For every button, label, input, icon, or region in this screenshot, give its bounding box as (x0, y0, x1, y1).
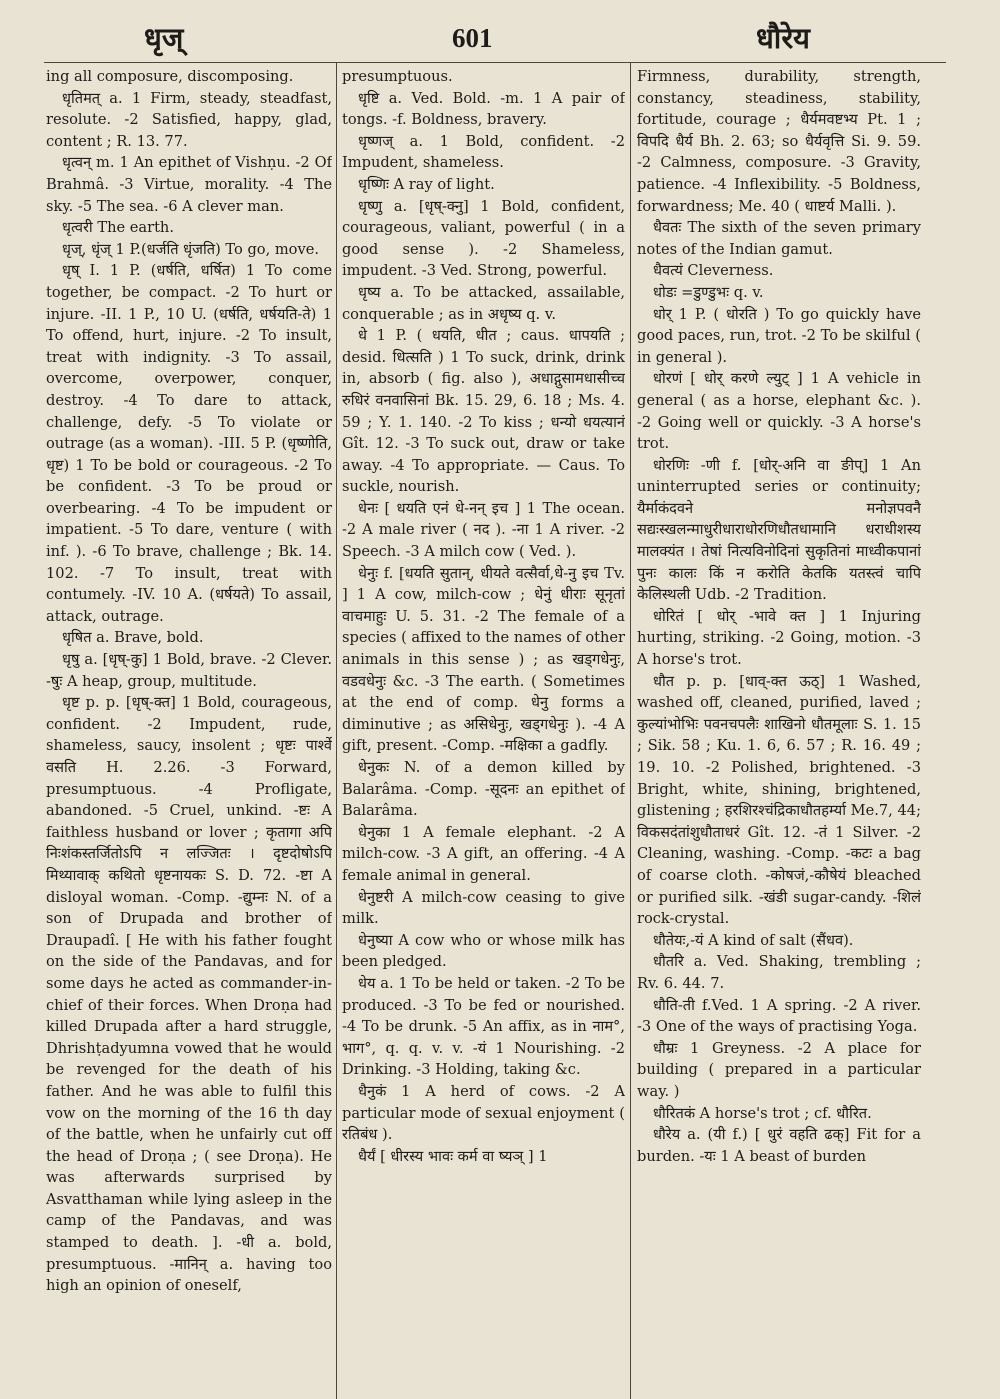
entry-text: धृत्वरी The earth. (62, 219, 174, 237)
entry-text: धृष्य a. To be attacked, assailable, conquerable ; as in अधृष्य q. v. (342, 283, 625, 323)
entry-text: धौम्रः 1 Greyness. -2 A place for building ( prepared in a particular way. ) (637, 1039, 921, 1100)
left-guide-word: धृज् (144, 21, 184, 55)
entry-text: धोडः =डुण्डुभः q. v. (653, 283, 764, 301)
entry-text: धृष्णज् a. 1 Bold, confident. -2 Impudent, shameless. (342, 132, 625, 172)
header-rule (44, 62, 946, 63)
entry-text: धौत p. p. [धाव्-क्त ऊठ्] 1 Washed, washed off, cleaned, purified, laved ; कुल्यांभोभिः पवनचपलैः शाखिनो धौतमूलाः S. 1. 15 ; Sik. 58 ; Ku. 1. 6, 6. 57 ; R. 16. 49 ; 19. 10. -2 Polished, brightened. -3 Bright, white, shining, brightened, glistening ; हरशिरश्चंद्रिकाधौतहर्म्या Me.7, 44; विकसदंतांशुधौताधरं Gît. 12. -तं 1 Silver. -2 Cleaning, washing. -Comp. -कटः a bag of coarse cloth. -कोषजं,-कौषेयं bleached or purified silk. -खंडी sugar-candy. -शिलं rock-crystal. (637, 672, 921, 928)
entry-text: धोरणं [ धोर् करणे ल्युट् ] 1 A vehicle in general ( as a horse, elephant &c. ). -2 Going well or quickly. -3 A horse's trot. (637, 370, 921, 453)
entry-text: धेनः [ धयति एनं धे-नन् इच ] 1 The ocean. -2 A male river ( नद ). -ना 1 A river. -2 Speech. -3 A milch cow ( Ved. ). (342, 499, 625, 561)
entry-text: धेनुः f. [धयति सुतान्, धीयते वत्सैर्वा,धे-नु इच Tv. ] 1 A cow, milch-cow ; धेनुं धीराः सूनृतां वाचमाहुः U. 5. 31. -2 The female of a species ( affixed to the names of other animals in this sense ) ; as खड्गधेनुः, वडवधेनुः &c. -3 The earth. ( Sometimes at the end of comp. धेनु forms a diminutive ; as असिधेनुः, खड्गधेनुः ). -4 A gift, present. -Comp. -मक्षिका a gadfly. (342, 564, 625, 755)
entry-text: धेनुष्टरी A milch-cow ceasing to give milk. (342, 888, 625, 928)
entry-text: धैनुकं 1 A herd of cows. -2 A particular mode of sexual enjoyment ( रतिबंध ). (342, 1082, 625, 1144)
entry-text: धृष्ट p. p. [धृष्-क्त] 1 Bold, courageous, confident. -2 Impudent, rude, shameless, saucy, insolent ; धृष्टः पार्श्वे वसति H. 2.26. -3 Forward, presumptuous. -4 Profligate, abandoned. -5 Cruel, unkind. -ष्टः A faithless husband or lover ; कृतागा अपि निःशंकस्तर्जितोऽपि न लज्जितः । दृष्टदोषोऽपि मिथ्यावाक् कथितो धृष्टनायकः S. D. 72. -ष्टा A disloyal woman. -Comp. -द्युम्नः N. of a son of Drupada and brother of Draupadî. [ He with his father fought on the side of the Pandavas, and for some days he acted as commander-in-chief of their forces. When Droṇa had killed Drupada after a hard struggle, Dhrishṭadyumna vowed that he would be revenged for the death of his father. And he was able to fulfil this vow on the morning of the 16 th day of the battle, when he unfairly cut off the head of Droṇa ; ( see Droṇa). He was afterwards surprised by Asvatthaman while lying asleep in the camp of the Pandavas, and was stamped to death. ]. -धी a. bold, presumptuous. -मानिन् a. having too high an opinion of oneself, (46, 694, 332, 1295)
entry-text: धौरितकं A horse's trot ; cf. धौरित. (653, 1104, 872, 1122)
entry-text: presumptuous. (342, 68, 453, 85)
entry-text: Firmness, durability, strength, constancy, steadiness, stability, fortitude, courage ; धैर्यमवष्टभ्य Pt. 1 ; विपदि धैर्य Bh. 2. 63; so धैर्यवृत्ति Si. 9. 59. -2 Calmness, composure. -3 Gravity, patience. -4 Inflexibility. -5 Boldness, forwardness; Me. 40 ( धाष्टर्य Malli. ). (637, 68, 921, 215)
right-guide-word: धौरेय (755, 21, 810, 55)
entry-text: धे 1 P. ( धयति, धीत ; caus. धापयति ; desid. धित्सति ) 1 To suck, drink, drink in, absorb ( fig. also ), अधाद्गुसामधासीच्च रुधिरं वनवासिनां Bk. 15. 29, 6. 18 ; Ms. 4. 59 ; Y. 1. 140. -2 To kiss ; धन्यो धयत्यानं Gît. 12. -3 To suck out, draw or take away. -4 To appropriate. — Caus. To suckle, nourish. (342, 327, 625, 496)
entry-text: धेनुष्या A cow who or whose milk has been pledged. (342, 931, 625, 971)
entry-text: धृषु a. [धृष्-कु] 1 Bold, brave. -2 Clever. -षुः A heap, group, multitude. (46, 651, 332, 690)
column-left (46, 66, 332, 1391)
column-middle (342, 66, 625, 1391)
entry-text: धृज्, धृंज् 1 P.(धर्जति धृंजति) To go, move. (62, 240, 319, 258)
page-number: 601 (452, 23, 493, 53)
column-divider-1 (336, 62, 337, 1399)
entry-text: धृष्णिः A ray of light. (358, 175, 495, 193)
entry-text: धृषित a. Brave, bold. (62, 629, 204, 647)
entry-text: धेनुका 1 A female elephant. -2 A milch-cow. -3 A gift, an offering. -4 A female animal in general. (342, 823, 625, 884)
entry-text: धोरितं [ धोर् -भावे क्त ] 1 Injuring hurting, striking. -2 Going, motion. -3 A horse's trot. (637, 607, 921, 669)
entry-text: धेनुकः N. of a demon killed by Balarâma. -Comp. -सूदनः an epithet of Balarâma. (342, 759, 625, 820)
entry-text: धृष् I. 1 P. (धर्षति, धर्षित) 1 To come together, be compact. -2 To hurt or injure. -II. 1 P., 10 U. (धर्षति, धर्षयति-ते) 1 To offend, hurt, injure. -2 To insult, treat with indignity. -3 To assail, overcome, overpower, conquer, destroy. -4 To dare to attack, challenge, defy. -5 To violate or outrage (as a woman). -III. 5 P. (धृष्णोति, धृष्ट) 1 To be bold or courageous. -2 To be confident. -3 To be proud or overbearing. -4 To be impudent or impatient. -5 To dare, venture ( with inf. ). -6 To brave, challenge ; Bk. 14. 102. -7 To insult, treat with contumely. -IV. 10 A. (धर्षयते) To assail, attack, outrage. (46, 262, 332, 625)
column-right (637, 66, 921, 1391)
entry-text: धृष्टि a. Ved. Bold. -m. 1 A pair of tongs. -f. Boldness, bravery. (342, 89, 625, 129)
entry-text: धोर् 1 P. ( धोरति ) To go quickly have good paces, run, trot. -2 To be skilful ( in general ). (637, 305, 921, 366)
entry-text: धौरेय a. (यी f.) [ धुरं वहति ढक्] Fit for a burden. -यः 1 A beast of burden (637, 1126, 921, 1165)
entry-text: धौतरि a. Ved. Shaking, trembling ; Rv. 6. 44. 7. (637, 953, 921, 992)
entry-text: धृत्वन् m. 1 An epithet of Vishṇu. -2 Of Brahmâ. -3 Virtue, morality. -4 The sky. -5 The sea. -6 A clever man. (46, 154, 332, 215)
column-divider-2 (630, 62, 631, 1399)
entry-text: धैवत्यं Cleverness. (653, 262, 774, 280)
entry-text: धौतेयः,-यं A kind of salt (सैंधव). (653, 931, 854, 949)
entry-text: धोरणिः -णी f. [धोर्-अनि वा ङीप्] 1 An uninterrupted series or continuity; यैर्माकंदवने मनोज्ञपवनै सद्यःस्खलन्माधुरीधाराधोरणिधौतधामानि धराधीशस्य मालक्यंत । तेषां नित्यविनोदिनां सुकृतिनां माध्वीकपानां पुनः कालः किं न करोति केतकि यतस्त्वं चापि केलिस्थली Udb. -2 Tradition. (637, 456, 921, 604)
entry-text: धृतिमत् a. 1 Firm, steady, steadfast, resolute. -2 Satisfied, happy, glad, content ; R. 13. 77. (46, 89, 332, 150)
entry-text: धेय a. 1 To be held or taken. -2 To be produced. -3 To be fed or nourished. -4 To be drunk. -5 An affix, as in नाम°, भाग°, q. q. v. v. -यं 1 Nourishing. -2 Drinking. -3 Holding, taking &c. (342, 974, 625, 1079)
entry-text: ing all composure, discomposing. (46, 68, 294, 85)
entry-text: धौति-ती f.Ved. 1 A spring. -2 A river. -3 One of the ways of practising Yoga. (637, 996, 921, 1036)
entry-text: धैर्यं [ धीरस्य भावः कर्म वा ष्यञ् ] 1 (358, 1147, 548, 1165)
entry-text: धैवतः The sixth of the seven primary notes of the Indian gamut. (637, 219, 921, 258)
entry-text: धृष्णु a. [धृष्-क्नु] 1 Bold, confident, courageous, valiant, powerful ( in a good sense ). -2 Shameless, impudent. -3 Ved. Strong, powerful. (342, 197, 625, 280)
